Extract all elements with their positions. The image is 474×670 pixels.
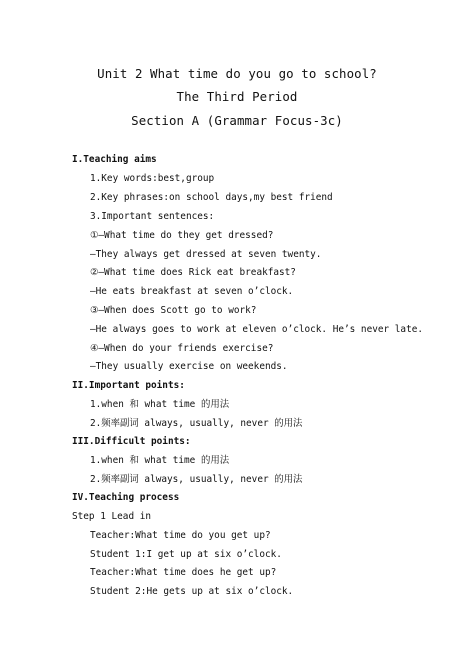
dialogue-line-3: Teacher:What time does he get up? xyxy=(90,567,277,578)
period-title: The Third Period xyxy=(176,89,298,104)
key-words-line: 1.Key words:best,group xyxy=(90,173,215,184)
important-points-heading: II.Important points: xyxy=(72,380,185,391)
unit-title: Unit 2 What time do you go to school? xyxy=(97,66,377,81)
dialogue-line-1: Teacher:What time do you get up? xyxy=(90,530,271,541)
sentence-question-4: ④—When do your friends exercise? xyxy=(90,343,274,354)
teaching-process-heading: IV.Teaching process xyxy=(72,492,180,503)
sentence-answer-2: —He eats breakfast at seven o’clock. xyxy=(90,286,294,297)
important-point-2: 2.频率副词 always, usually, never 的用法 xyxy=(90,418,303,429)
section-title: Section A (Grammar Focus-3c) xyxy=(131,113,343,128)
dialogue-line-2: Student 1:I get up at six o’clock. xyxy=(90,549,282,560)
sentence-answer-1: —They always get dressed at seven twenty. xyxy=(90,249,322,260)
step-1-heading: Step 1 Lead in xyxy=(72,511,152,522)
difficult-point-2: 2.频率副词 always, usually, never 的用法 xyxy=(90,474,303,485)
important-sentences-line: 3.Important sentences: xyxy=(90,211,215,222)
key-phrases-line: 2.Key phrases:on school days,my best friend xyxy=(90,192,333,203)
sentence-answer-4: —They usually exercise on weekends. xyxy=(90,361,288,372)
sentence-question-2: ②—What time does Rick eat breakfast? xyxy=(90,267,296,278)
difficult-point-1: 1.when 和 what time 的用法 xyxy=(90,455,230,466)
sentence-question-3: ③—When does Scott go to work? xyxy=(90,305,257,316)
sentence-question-1: ①—What time do they get dressed? xyxy=(90,230,274,241)
important-point-1: 1.when 和 what time 的用法 xyxy=(90,399,230,410)
sentence-answer-3: —He always goes to work at eleven o’clock. He’s never late. xyxy=(90,324,424,335)
teaching-aims-heading: I.Teaching aims xyxy=(72,154,157,165)
dialogue-line-4: Student 2:He gets up at six o’clock. xyxy=(90,586,294,597)
difficult-points-heading: III.Difficult points: xyxy=(72,436,191,447)
